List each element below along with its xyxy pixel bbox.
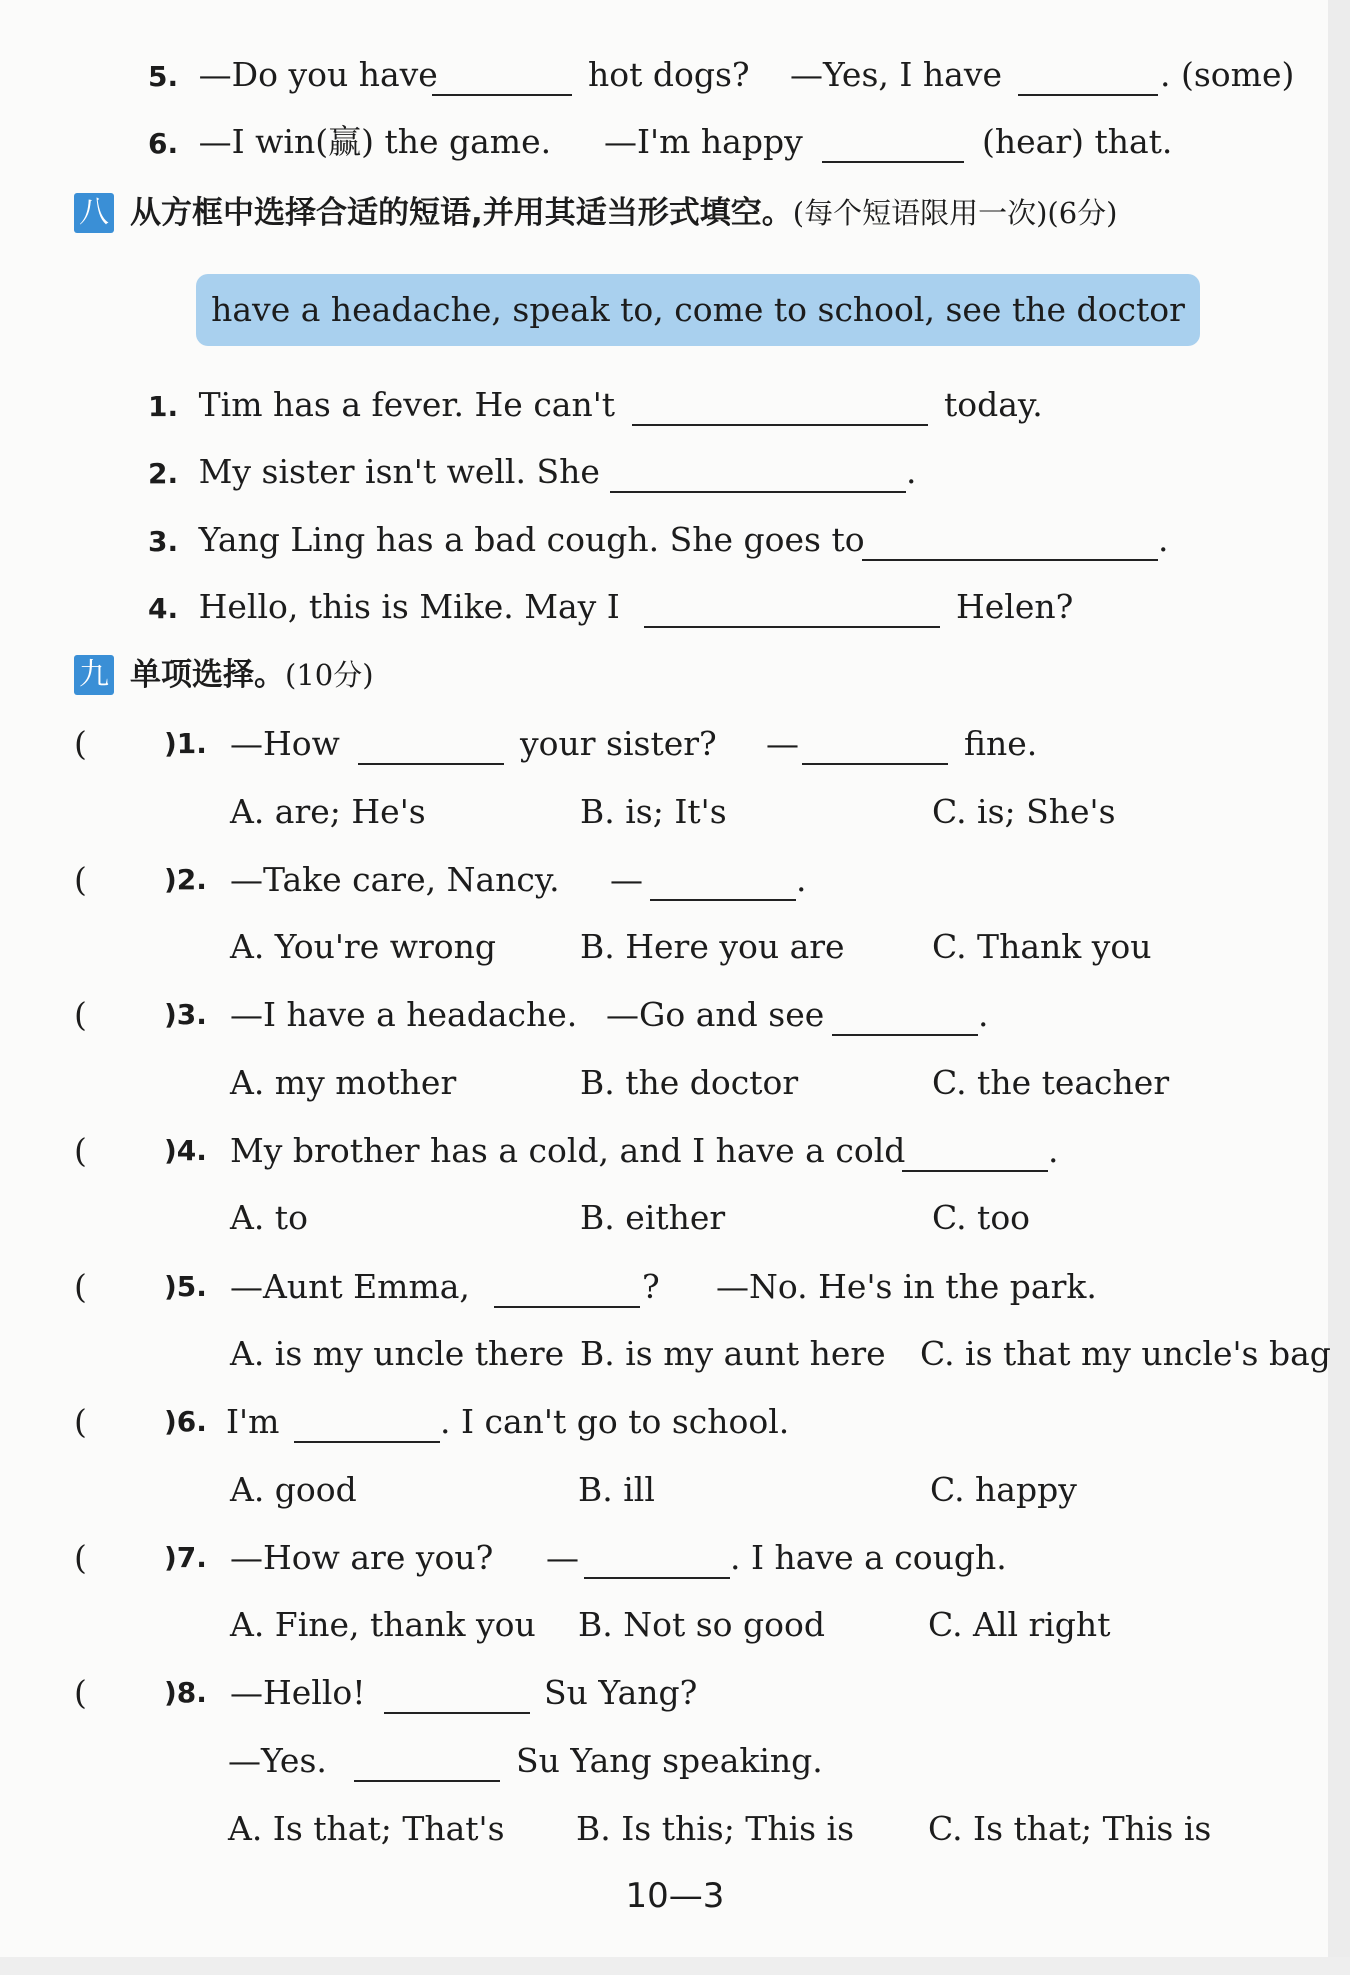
q7-part3: . I have a cough. xyxy=(730,1538,1007,1577)
scan-bottom xyxy=(0,1957,1350,1975)
q4-part2: . xyxy=(1048,1131,1059,1170)
s8-item-2-after: . xyxy=(906,452,917,491)
s8-item-2-num: 2. xyxy=(148,457,179,490)
q1-part3: — xyxy=(766,724,799,763)
s8-item-2-blank[interactable] xyxy=(610,491,906,493)
s8-item-1-before: Tim has a fever. He can't xyxy=(198,385,616,424)
s7-q5-blank1[interactable] xyxy=(432,94,572,96)
scan-edge xyxy=(1328,0,1350,1975)
q6-blank[interactable] xyxy=(294,1441,440,1443)
section9-badge: 九 xyxy=(74,655,114,695)
section8-note: (每个短语限用一次)(6分) xyxy=(792,196,1118,230)
s7-q6-blank[interactable] xyxy=(822,161,964,163)
s8-item-4-before: Hello, this is Mike. May I xyxy=(198,587,620,626)
q3-option-c[interactable]: C. the teacher xyxy=(932,1063,1170,1102)
q5-option-c[interactable]: C. is that my uncle's bag xyxy=(920,1334,1331,1373)
section8-title xyxy=(130,188,1118,238)
s7-q5-part1: —Do you have xyxy=(198,55,438,94)
s7-q6-num: 6. xyxy=(148,127,179,160)
page-number: 10—3 xyxy=(625,1876,725,1916)
section9-header xyxy=(74,650,874,700)
section8-badge: 八 xyxy=(74,193,114,233)
q6-option-c[interactable]: C. happy xyxy=(930,1470,1077,1509)
s7-q5-blank2[interactable] xyxy=(1018,94,1158,96)
s7-q6-part3: (hear) that. xyxy=(982,122,1173,161)
q3-num: )3. xyxy=(164,998,207,1031)
s8-item-3 xyxy=(148,515,865,565)
q2-part2: — xyxy=(610,860,643,899)
s8-item-3-num: 3. xyxy=(148,525,179,558)
q1-option-c[interactable]: C. is; She's xyxy=(932,792,1116,831)
s8-item-3-blank[interactable] xyxy=(862,559,1158,561)
section9-note: (10分) xyxy=(285,658,374,692)
q3-part2: —Go and see xyxy=(606,995,825,1034)
q3-part1: —I have a headache. xyxy=(230,995,578,1034)
s8-item-3-after: . xyxy=(1158,520,1169,559)
section9-title xyxy=(130,650,374,700)
q7-part2: — xyxy=(546,1538,579,1577)
q6-part2: . I can't go to school. xyxy=(440,1402,790,1441)
s8-item-4 xyxy=(148,582,620,632)
q2-num: )2. xyxy=(164,863,207,896)
q1-blank2[interactable] xyxy=(802,763,948,765)
s8-item-1-after: today. xyxy=(944,385,1043,424)
s8-item-4-blank[interactable] xyxy=(644,626,940,628)
q4-option-c[interactable]: C. too xyxy=(932,1198,1031,1237)
q3-part3: . xyxy=(978,995,989,1034)
q8-option-c[interactable]: C. Is that; This is xyxy=(928,1809,1212,1848)
q8-part1: —Hello! xyxy=(230,1673,366,1712)
s7-q5-line xyxy=(148,50,438,100)
s8-item-2-before: My sister isn't well. She xyxy=(198,452,600,491)
q5-num: )5. xyxy=(164,1270,207,1303)
section8-title-text: 从方框中选择合适的短语,并用其适当形式填空。 xyxy=(130,195,793,231)
q5-part3: —No. He's in the park. xyxy=(716,1267,1097,1306)
q2-option-b[interactable]: B. Here you are xyxy=(580,927,845,966)
q4-part1: My brother has a cold, and I have a cold xyxy=(230,1131,906,1170)
q7-blank[interactable] xyxy=(584,1577,730,1579)
s7-q6-part2: —I'm happy xyxy=(604,122,803,161)
q5-option-b[interactable]: B. is my aunt here xyxy=(580,1334,886,1373)
phrase-box: have a headache, speak to, come to school, see the doctor xyxy=(196,274,1200,346)
s7-q5-part4: . (some) xyxy=(1160,55,1295,94)
q2-part1: —Take care, Nancy. xyxy=(230,860,560,899)
s7-q6-line xyxy=(148,117,551,167)
q1-option-a[interactable]: A. are; He's xyxy=(230,792,426,831)
q3-blank[interactable] xyxy=(832,1034,978,1036)
q2-blank[interactable] xyxy=(650,899,796,901)
q1-option-b[interactable]: B. is; It's xyxy=(580,792,727,831)
s8-item-4-after: Helen? xyxy=(956,587,1074,626)
q8-blank2[interactable] xyxy=(354,1780,500,1782)
s8-item-1-blank[interactable] xyxy=(632,424,928,426)
q2-part3: . xyxy=(796,860,807,899)
q4-option-a[interactable]: A. to xyxy=(230,1198,308,1237)
q3-option-b[interactable]: B. the doctor xyxy=(580,1063,799,1102)
q8-option-b[interactable]: B. Is this; This is xyxy=(576,1809,855,1848)
q8-option-a[interactable]: A. Is that; That's xyxy=(228,1809,505,1848)
q5-option-a[interactable]: A. is my uncle there xyxy=(230,1334,565,1373)
s7-q5-num: 5. xyxy=(148,60,179,93)
s7-q5-part3: —Yes, I have xyxy=(790,55,1002,94)
q3-option-a[interactable]: A. my mother xyxy=(230,1063,457,1102)
q6-part1: I'm xyxy=(226,1402,280,1441)
q4-option-b[interactable]: B. either xyxy=(580,1198,726,1237)
q6-option-b[interactable]: B. ill xyxy=(578,1470,655,1509)
q5-paren[interactable]: ( xyxy=(74,1267,87,1306)
q4-blank[interactable] xyxy=(902,1170,1048,1172)
q1-num: )1. xyxy=(164,727,207,760)
q1-part4: fine. xyxy=(964,724,1038,763)
s7-q6-part1: —I win(赢) the game. xyxy=(198,122,552,161)
section8-header xyxy=(74,188,1314,238)
q7-option-a[interactable]: A. Fine, thank you xyxy=(230,1605,536,1644)
q6-option-a[interactable]: A. good xyxy=(230,1470,357,1509)
q6-paren[interactable]: ( xyxy=(74,1402,87,1441)
q8-num: )8. xyxy=(164,1676,207,1709)
q5-part2: ? xyxy=(642,1267,660,1306)
q8-part4: Su Yang speaking. xyxy=(516,1741,823,1780)
q8-blank1[interactable] xyxy=(384,1712,530,1714)
q2-paren[interactable]: ( xyxy=(74,860,87,899)
q1-part1: —How xyxy=(230,724,340,763)
q4-num: )4. xyxy=(164,1134,207,1167)
q5-part1: —Aunt Emma, xyxy=(230,1267,470,1306)
q8-paren[interactable]: ( xyxy=(74,1673,87,1712)
q3-paren[interactable]: ( xyxy=(74,995,87,1034)
s8-item-4-num: 4. xyxy=(148,592,179,625)
q8-part2: Su Yang? xyxy=(544,1673,698,1712)
q7-paren[interactable]: ( xyxy=(74,1538,87,1577)
q1-paren[interactable]: ( xyxy=(74,724,87,763)
s8-item-2 xyxy=(148,447,600,497)
s8-item-1 xyxy=(148,380,615,430)
q1-blank1[interactable] xyxy=(358,763,504,765)
s7-q5-part2: hot dogs? xyxy=(588,55,750,94)
q2-option-c[interactable]: C. Thank you xyxy=(932,927,1152,966)
q8-part3: —Yes. xyxy=(228,1741,327,1780)
q7-part1: —How are you? xyxy=(230,1538,494,1577)
q5-blank[interactable] xyxy=(494,1306,640,1308)
q4-paren[interactable]: ( xyxy=(74,1131,87,1170)
q2-option-a[interactable]: A. You're wrong xyxy=(230,927,496,966)
q6-num: )6. xyxy=(164,1405,207,1438)
s8-item-3-before: Yang Ling has a bad cough. She goes to xyxy=(198,520,865,559)
q1-part2: your sister? xyxy=(520,724,717,763)
section9-title-text: 单项选择。 xyxy=(130,657,285,693)
s8-item-1-num: 1. xyxy=(148,390,179,423)
q7-option-c[interactable]: C. All right xyxy=(928,1605,1111,1644)
q7-num: )7. xyxy=(164,1541,207,1574)
q7-option-b[interactable]: B. Not so good xyxy=(578,1605,826,1644)
